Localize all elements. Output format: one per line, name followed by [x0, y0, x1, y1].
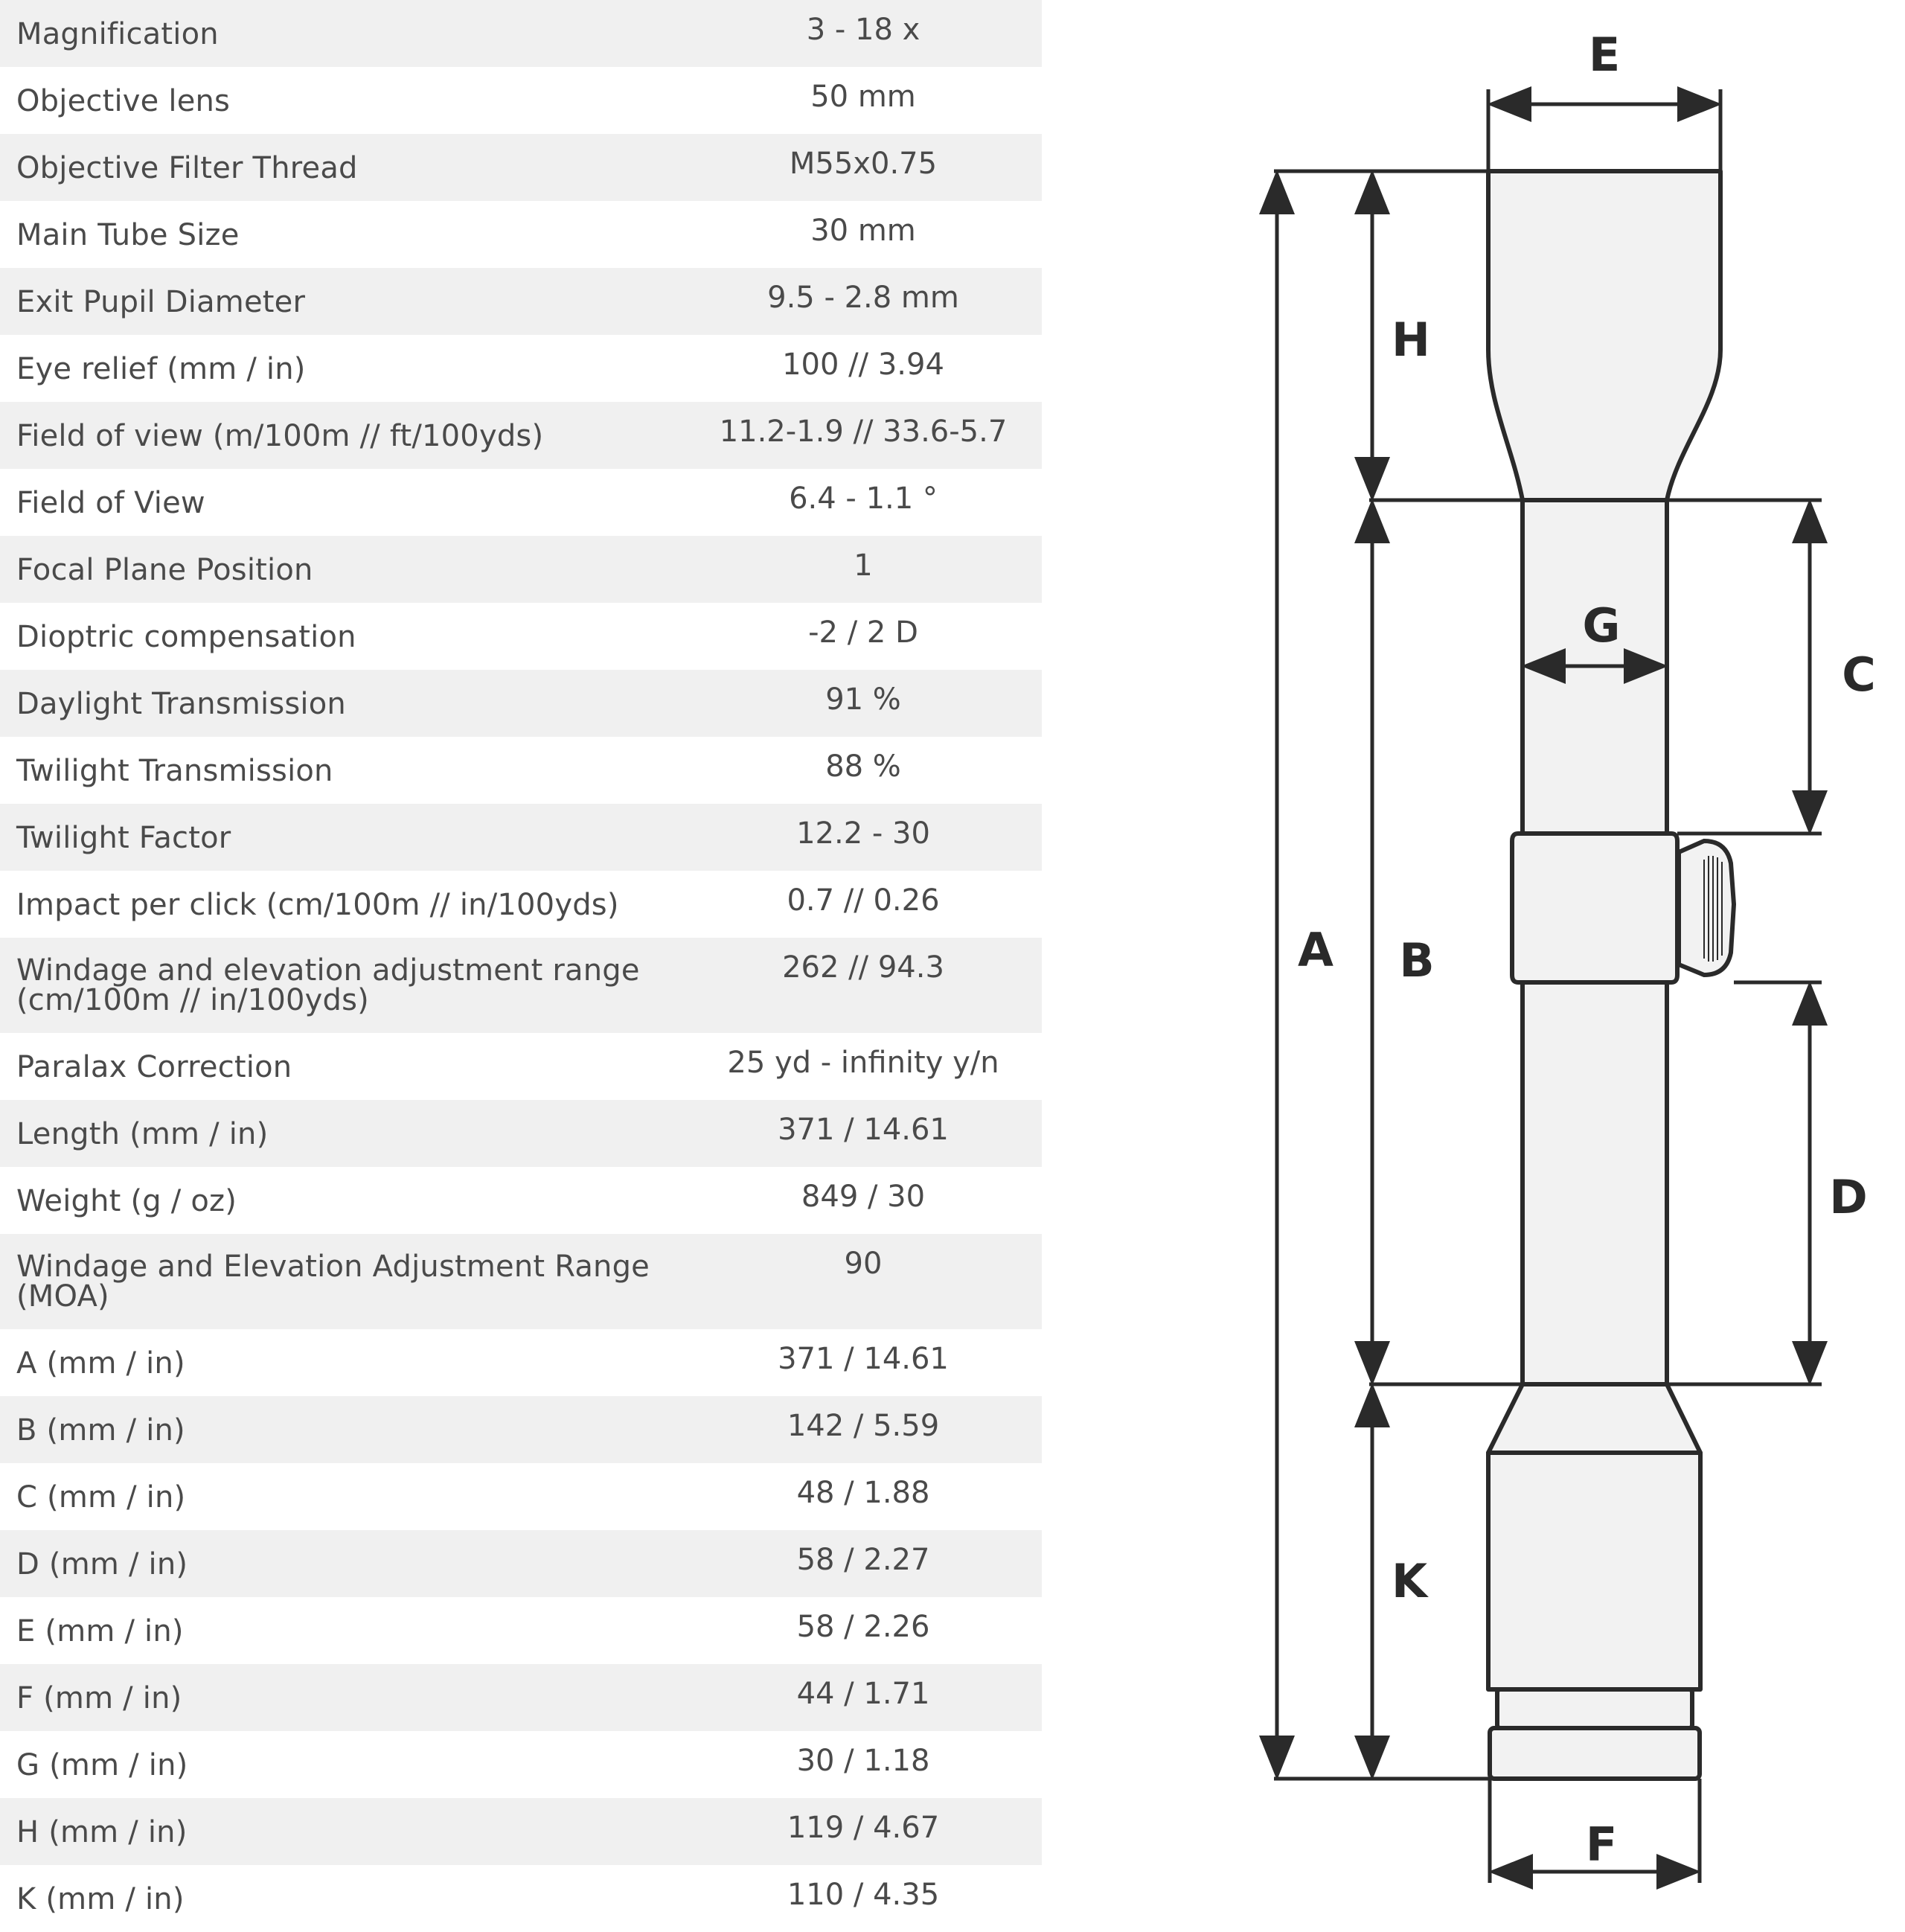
spec-row: [0, 469, 1042, 536]
spec-value: 12.2 - 30: [796, 816, 930, 851]
spec-value: 6.4 - 1.1 °: [789, 482, 938, 516]
turret-housing: [1512, 834, 1677, 982]
spec-row: [0, 1463, 1042, 1530]
spec-label: [16, 86, 686, 116]
spec-value: 371 / 14.61: [778, 1113, 949, 1147]
spec-label-line: Impact per click (cm/100m // in/100yds): [16, 888, 619, 922]
spec-label: [16, 1817, 686, 1847]
spec-label: [16, 421, 686, 451]
spec-row: [0, 871, 1042, 938]
spec-label: [16, 287, 686, 317]
spec-label: [16, 153, 686, 183]
spec-label-line: E (mm / in): [16, 1614, 184, 1648]
spec-label-line: B (mm / in): [16, 1413, 185, 1448]
spec-row: [0, 1234, 1042, 1329]
spec-label: [16, 1052, 686, 1082]
spec-label: [16, 488, 686, 518]
scope-dimension-diagram: [1042, 0, 1905, 1905]
spec-label: [16, 823, 686, 853]
label-h: H: [1392, 313, 1430, 367]
spec-value: 100 // 3.94: [782, 348, 944, 382]
spec-row: [0, 1731, 1042, 1798]
spec-value: 0.7 // 0.26: [787, 883, 940, 918]
eyepiece: [1488, 1453, 1700, 1689]
spec-label: [16, 1119, 686, 1149]
spec-label-line: Field of View: [16, 486, 205, 520]
spec-label: [16, 953, 686, 1017]
spec-label-line: Paralax Correction: [16, 1050, 292, 1084]
spec-row: [0, 402, 1042, 469]
spec-label-line: G (mm / in): [16, 1748, 188, 1782]
spec-label: [16, 1616, 686, 1646]
spec-label-line: Twilight Transmission: [16, 754, 333, 788]
spec-label: [16, 756, 686, 786]
spec-value: 11.2-1.9 // 33.6-5.7: [719, 415, 1008, 449]
spec-label-line: Eye relief (mm / in): [16, 352, 306, 386]
spec-value: 262 // 94.3: [782, 950, 944, 985]
spec-label: [16, 1413, 686, 1448]
spec-row: [0, 737, 1042, 804]
label-d: D: [1829, 1170, 1868, 1224]
spec-label-line: Twilight Factor: [16, 821, 231, 855]
spec-label: [16, 1750, 686, 1780]
spec-row: [0, 1167, 1042, 1234]
spec-value: 58 / 2.27: [796, 1543, 930, 1577]
label-f: F: [1585, 1817, 1618, 1872]
label-k: K: [1391, 1554, 1428, 1608]
spec-label-line: H (mm / in): [16, 1815, 188, 1849]
spec-row: [0, 1033, 1042, 1100]
spec-value: 142 / 5.59: [787, 1409, 940, 1443]
spec-row: [0, 1329, 1042, 1396]
spec-label: [16, 19, 686, 49]
spec-value: 3 - 18 x: [806, 13, 921, 47]
spec-label: [16, 1549, 686, 1579]
spec-value: 48 / 1.88: [796, 1476, 930, 1510]
spec-value: 58 / 2.26: [796, 1610, 930, 1644]
spec-label-line: Main Tube Size: [16, 218, 240, 252]
spec-value: 90: [844, 1247, 883, 1281]
spec-row: [0, 1396, 1042, 1463]
eyepiece-end: [1490, 1728, 1700, 1779]
objective-bell: [1488, 171, 1720, 500]
spec-row: [0, 0, 1042, 67]
spec-label-line: Windage and elevation adjustment range: [16, 953, 640, 988]
spec-row: [0, 1530, 1042, 1597]
spec-label: [16, 1250, 686, 1314]
eyepiece-ring: [1497, 1689, 1692, 1728]
spec-label-line-2: (cm/100m // in/100yds): [16, 983, 369, 1017]
spec-row: [0, 335, 1042, 402]
spec-label: [16, 1884, 686, 1914]
spec-row: [0, 1798, 1042, 1865]
spec-row: [0, 1597, 1042, 1664]
label-b: B: [1399, 933, 1435, 988]
spec-value: 1: [854, 548, 873, 583]
spec-label: [16, 622, 686, 652]
spec-value: 30 mm: [810, 214, 916, 248]
eyepiece-taper: [1488, 1384, 1700, 1453]
spec-label: [16, 689, 686, 719]
spec-value: 44 / 1.71: [796, 1677, 930, 1711]
label-a: A: [1298, 923, 1334, 977]
spec-label-line: Focal Plane Position: [16, 553, 313, 587]
spec-value: 9.5 - 2.8 mm: [767, 281, 959, 315]
spec-label-line: A (mm / in): [16, 1346, 185, 1381]
spec-value: 371 / 14.61: [778, 1342, 949, 1376]
spec-label: [16, 220, 686, 250]
spec-label-line: F (mm / in): [16, 1681, 182, 1715]
spec-value: 119 / 4.67: [787, 1811, 940, 1845]
spec-label-line: Exit Pupil Diameter: [16, 285, 306, 319]
spec-row: [0, 1664, 1042, 1731]
spec-label-line: Objective lens: [16, 84, 231, 118]
spec-label-line: Field of view (m/100m // ft/100yds): [16, 419, 544, 453]
spec-row: [0, 1865, 1042, 1932]
spec-value: 110 / 4.35: [787, 1878, 940, 1912]
spec-label: [16, 1186, 686, 1216]
spec-row: [0, 134, 1042, 201]
spec-row: [0, 67, 1042, 134]
label-e: E: [1588, 28, 1621, 82]
side-turret-knob: [1679, 841, 1734, 975]
spec-row: [0, 670, 1042, 737]
spec-row: [0, 603, 1042, 670]
spec-label-line: Windage and Elevation Adjustment Range: [16, 1250, 650, 1284]
spec-label-line: Dioptric compensation: [16, 620, 356, 654]
spec-label: [16, 354, 686, 384]
spec-label: [16, 1346, 686, 1381]
spec-row: [0, 804, 1042, 871]
spec-label-line: Daylight Transmission: [16, 687, 346, 721]
spec-label-line: Length (mm / in): [16, 1117, 269, 1151]
spec-value: 30 / 1.18: [796, 1744, 930, 1778]
spec-value: 88 %: [825, 749, 901, 784]
spec-value: 849 / 30: [801, 1180, 926, 1214]
label-g: G: [1582, 598, 1621, 653]
spec-label: [16, 890, 686, 920]
spec-row: [0, 201, 1042, 268]
spec-label-line: Weight (g / oz): [16, 1184, 237, 1218]
spec-label-line: Objective Filter Thread: [16, 151, 358, 185]
spec-value: 25 yd - infinity y/n: [727, 1046, 999, 1080]
spec-row: [0, 268, 1042, 335]
spec-label-line: Magnification: [16, 17, 219, 51]
spec-row: [0, 536, 1042, 603]
rear-main-tube: [1523, 982, 1667, 1384]
spec-label-line: C (mm / in): [16, 1480, 186, 1514]
spec-value: 91 %: [825, 682, 901, 717]
spec-value: M55x0.75: [789, 147, 938, 181]
spec-value: -2 / 2 D: [808, 615, 918, 650]
spec-label: [16, 1683, 686, 1713]
scope-body: [1488, 171, 1720, 1779]
spec-label: [16, 555, 686, 585]
spec-label-line-2: (MOA): [16, 1279, 109, 1314]
spec-label-line: D (mm / in): [16, 1547, 188, 1581]
spec-value: 50 mm: [810, 80, 916, 114]
spec-row: [0, 1100, 1042, 1167]
spec-row: [0, 938, 1042, 1033]
label-c: C: [1842, 647, 1876, 702]
spec-label: [16, 1482, 686, 1512]
spec-label-line: K (mm / in): [16, 1882, 185, 1916]
